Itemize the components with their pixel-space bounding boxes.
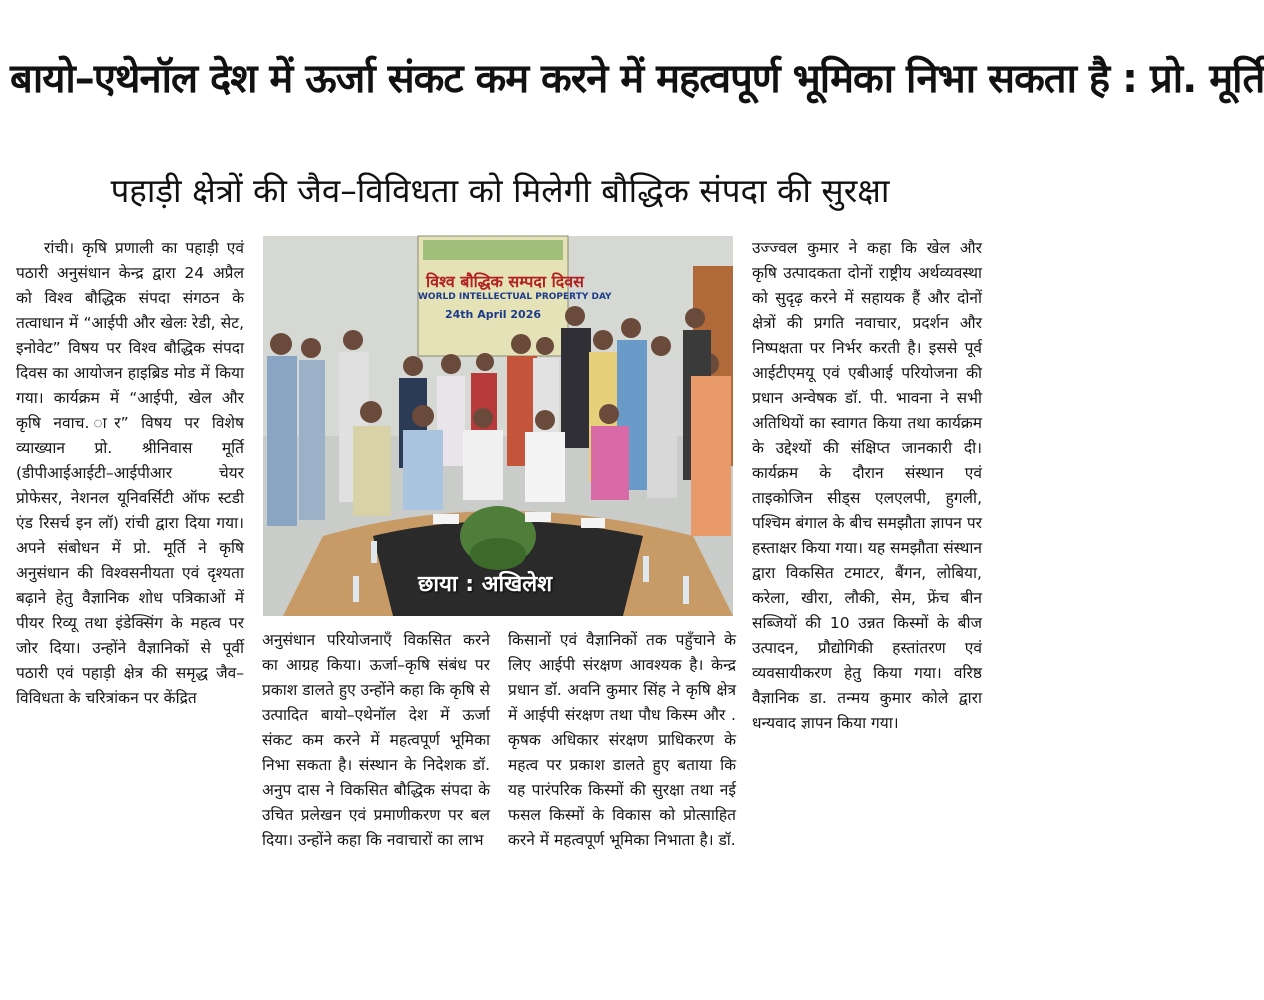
article-column-4: उज्ज्वल कुमार ने कहा कि खेल और कृषि उत्पादकता दोनों राष्ट्रीय अर्थव्यवस्था को सुदृढ़ करने में सहायक हैं और दोनों क्षेत्रों की प्रगति नवाचार, प्रदर्शन और निष्पक्षता पर निर्भर करती है। इससे पूर्व आईटीएमयू एवं एबीआई परियोजना की प्रधान अन्वेषक डॉ. पी. भावना ने सभी अतिथियों का स्वागत किया तथा कार्यक्रम के उद्देश्यों की संक्षिप्त जानकारी दी। कार्यक्रम के दौरान संस्थान एवं ताइकोजिन सीड्स एलएलपी, हुगली, पश्चिम बंगाल के बीच समझौता ज्ञापन पर हस्ताक्षर किया गया। यह समझौता संस्थान द्वारा विकसित टमाटर, बैंगन, लोबिया, करेला, खीरा, लौकी, सेम, फ्रेंच बीन सब्जियों की 10 उन्नत किस्मों के बीज उत्पादन, प्रौद्योगिकी हस्तांतरण एवं व्यवसायीकरण हेतु किया गया। वरिष्ठ वैज्ञानिक डा. तन्मय कुमार कोले द्वारा धन्यवाद ज्ञापन किया गया।	[752, 239, 982, 732]
subheadline: पहाड़ी क्षेत्रों की जैव–विविधता को मिलेगी बौद्धिक संपदा की सुरक्षा	[110, 171, 890, 210]
banner-date: 24th April 2026	[444, 308, 542, 321]
article-column-2: अनुसंधान परियोजनाएँ विकसित करने का आग्रह किया। ऊर्जा–कृषि संबंध पर प्रकाश डालते हुए उन्होंने कहा कि कृषि से उत्पादित बायो–एथेनॉल देश में ऊर्जा संकट कम करने में महत्वपूर्ण भूमिका निभा सकता है। संस्थान के निदेशक डॉ. अनुप दास ने विकसित बौद्धिक संपदा के उचित प्रलेखन एवं प्रमाणीकरण पर बल दिया। उन्होंने कहा कि नवाचारों का लाभ	[262, 631, 490, 849]
article-column-1: रांची। कृषि प्रणाली का पहाड़ी एवं पठारी अनुसंधान केन्द्र द्वारा 24 अप्रैल को विश्व बौद्धिक संपदा संगठन के तत्वाधान में “आईपी और खेलः रेडी, सेट, इनोवेट” विषय पर विश्व बौद्धिक संपदा दिवस का आयोजन हाइब्रिड मोड में किया गया। कार्यक्रम में “आईपी, खेल और कृषि नवाच. ार” विषय पर विशेष व्याख्यान प्रो. श्रीनिवास मूर्ति (डीपीआईआईटी–आईपीआर चेयर प्रोफेसर, नेशनल यूनिवर्सिटी ऑफ स्टडी एंड रिसर्च इन लॉ) रांची द्वारा दिया गया। अपने संबोधन में प्रो. मूर्ति ने कृषि अनुसंधान की विश्वसनीयता एवं दृश्यता बढ़ाने हेतु वैज्ञानिक शोध पत्रिकाओं में पीयर रिव्यू तथा इंडेक्सिंग के महत्व पर जोर दिया। उन्होंने वैज्ञानिकों से पूर्वी पठारी एवं पहाड़ी क्षेत्र की समृद्ध जैव–विविधता के चरित्रांकन पर केंद्रित	[16, 239, 244, 707]
photo-caption: छाया : अखिलेश	[418, 572, 553, 597]
event-photo	[263, 236, 733, 616]
banner-subtitle: WORLD INTELLECTUAL PROPERTY DAY	[418, 292, 612, 302]
headline: बायो–एथेनॉल देश में ऊर्जा संकट कम करने में महत्वपूर्ण भूमिका निभा सकता है : प्रो. मूर्ति	[10, 56, 1264, 102]
article-column-3: किसानों एवं वैज्ञानिकों तक पहुँचाने के लिए आईपी संरक्षण आवश्यक है। केन्द्र प्रधान डॉ. अवनि कुमार सिंह ने कृषि क्षेत्र में आईपी संरक्षण तथा पौध किस्म और . कृषक अधिकार संरक्षण प्राधिकरण के महत्व पर प्रकाश डालते हुए बताया कि यह पारंपरिक किस्मों की सुरक्षा तथा नई फसल किस्मों के विकास को प्रोत्साहित करने में महत्वपूर्ण भूमिका निभाता है। डॉ.	[508, 631, 736, 849]
banner-title: विश्व बौद्धिक सम्पदा दिवस	[426, 272, 584, 291]
